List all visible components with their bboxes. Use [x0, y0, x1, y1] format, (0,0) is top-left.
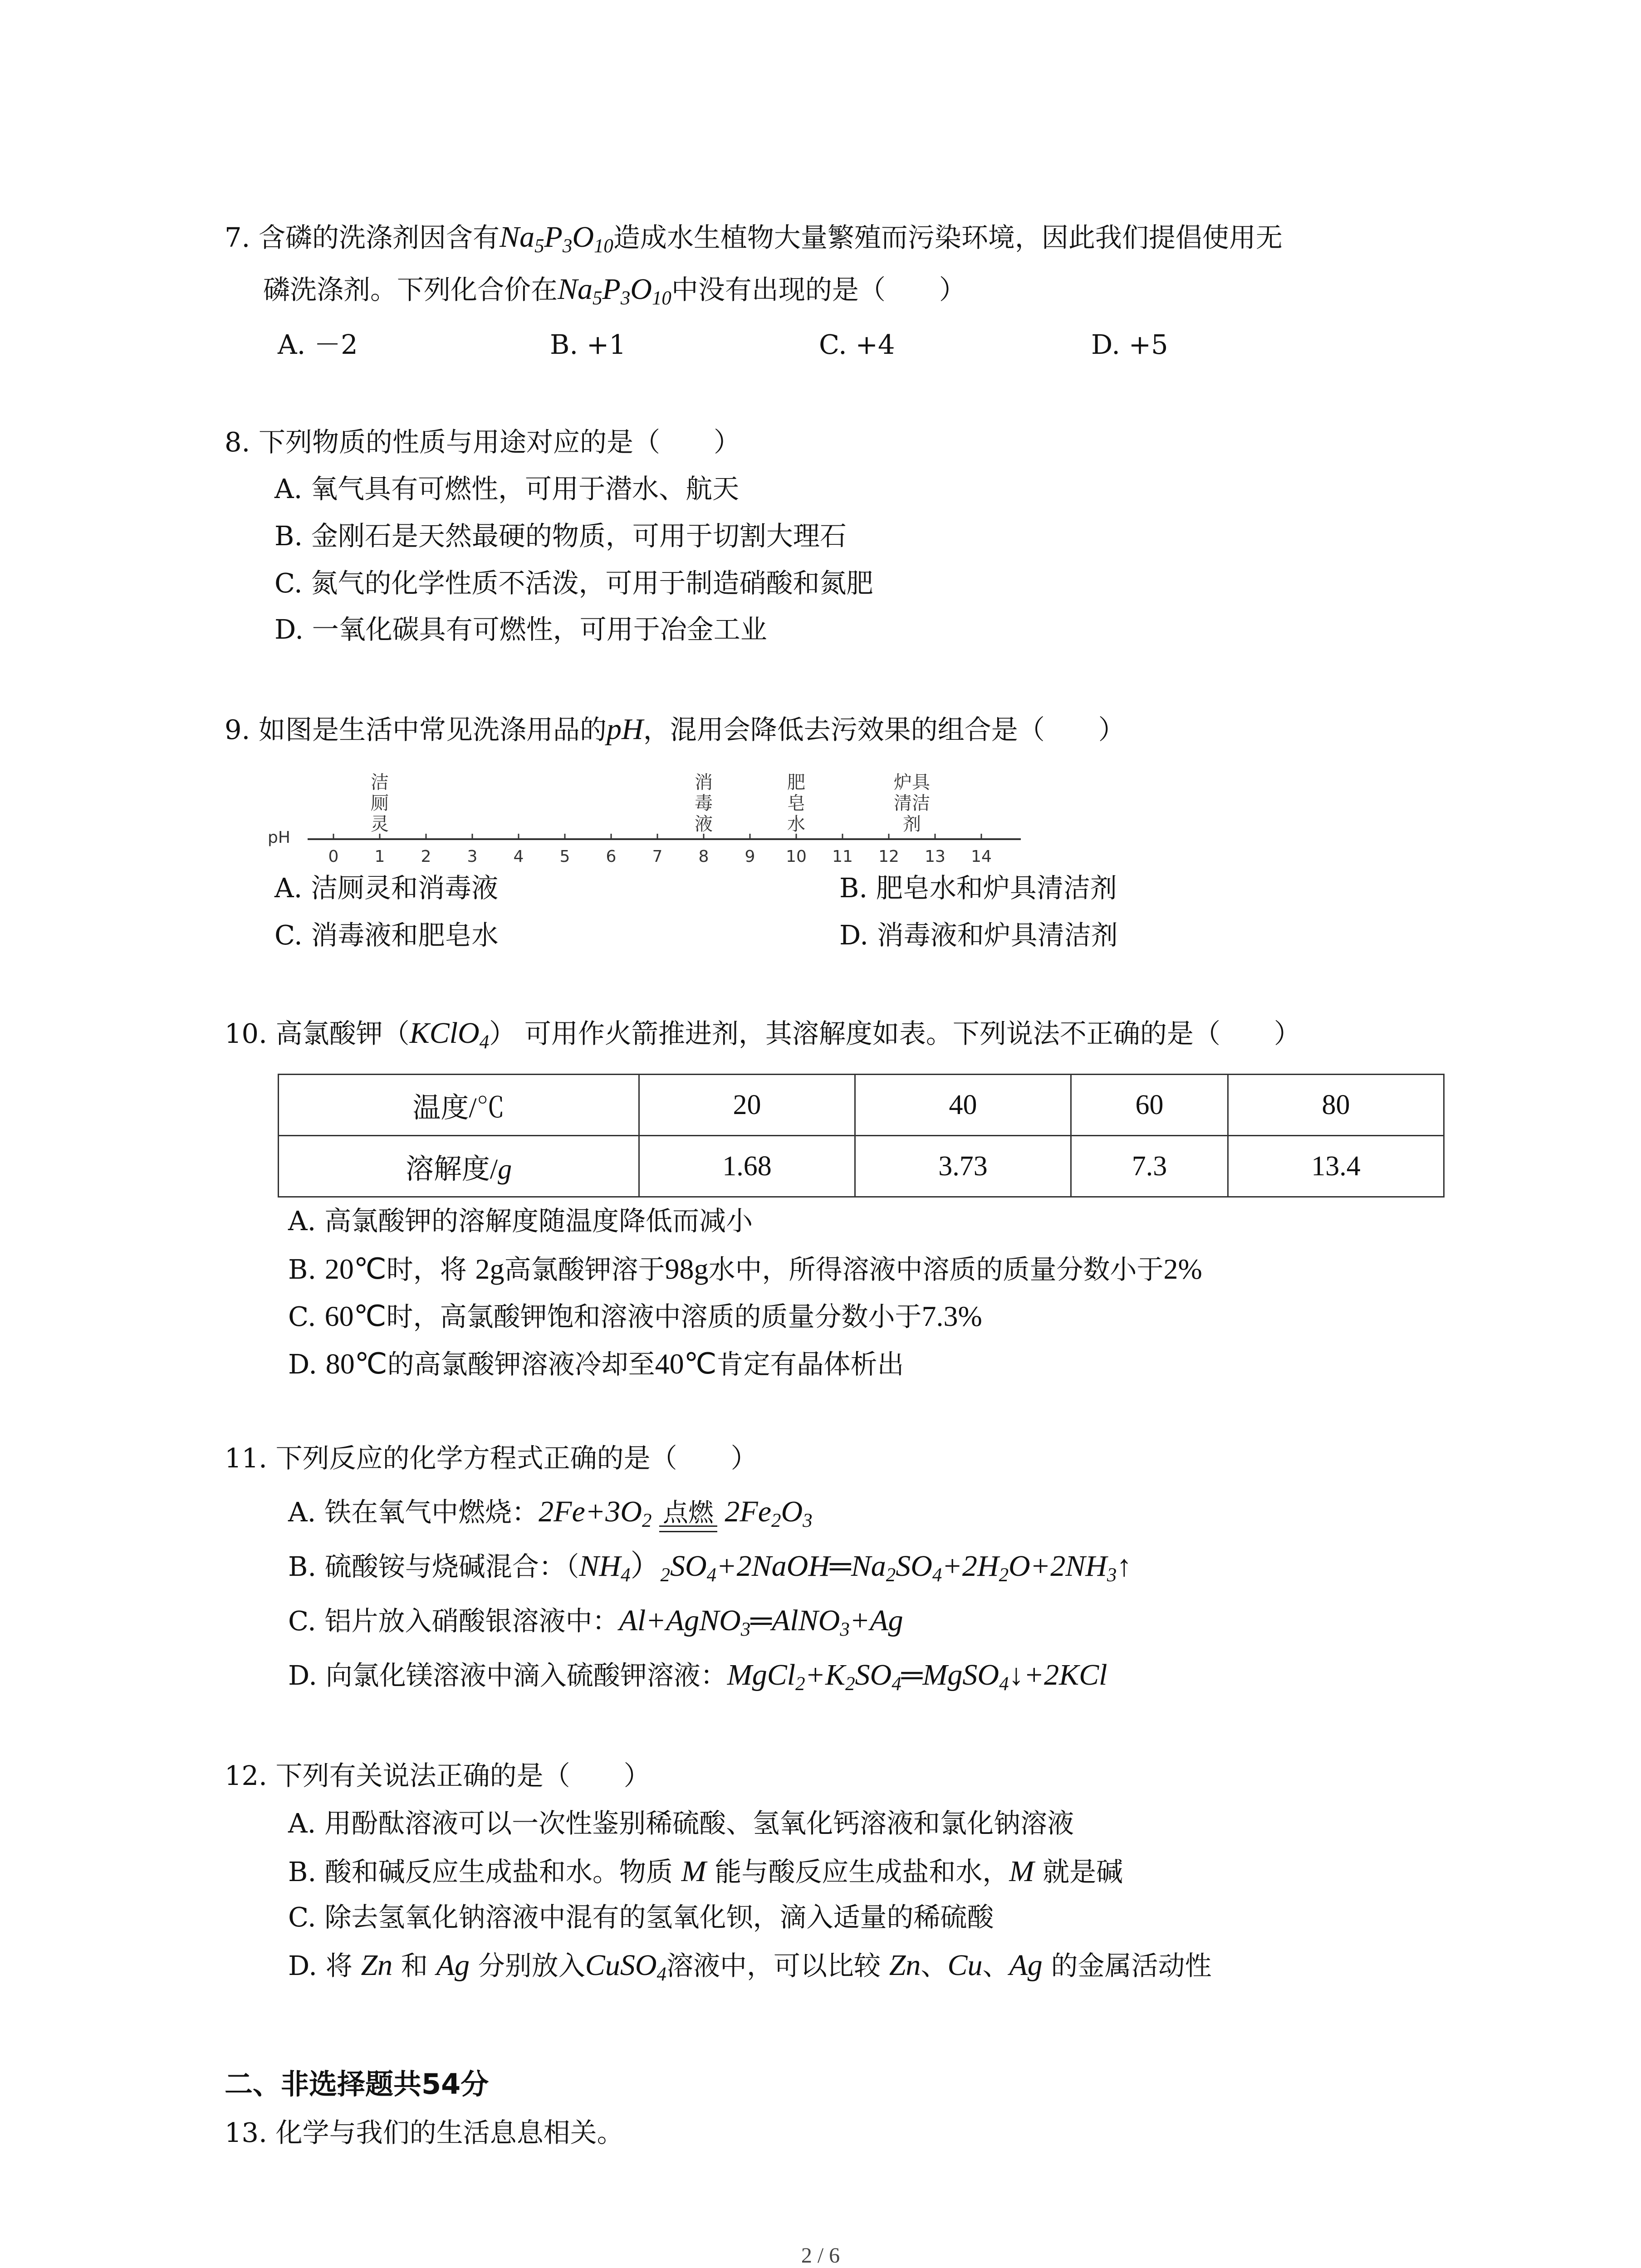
q10-option-a[interactable]: A. 高氯酸钾的溶解度随温度降低而减小 — [288, 1205, 753, 1237]
opt-num: 7.3% — [921, 1300, 982, 1332]
formula-kclo-text: KClO — [409, 1017, 480, 1050]
symbol-cu: Cu — [947, 1949, 983, 1982]
q11-option-b[interactable] — [288, 1549, 1132, 1586]
opt-text: 、 — [921, 1950, 948, 1981]
formula-kclo4: KClO$_4$ — [409, 1017, 490, 1053]
ph-tick-label: 7 — [652, 847, 663, 866]
q11-option-c[interactable] — [288, 1604, 903, 1640]
q7-option-c[interactable]: C. +4 — [819, 329, 895, 360]
table-cell: 温度/℃ — [279, 1075, 639, 1136]
q7-text: 7. 含磷的洗涤剂因含有 — [225, 222, 500, 253]
opt-text: C. — [288, 1301, 325, 1332]
q10-option-c[interactable] — [288, 1302, 982, 1331]
ph-tick-label: 2 — [421, 847, 431, 866]
unit-g: g — [498, 1154, 512, 1185]
opt-text: D. 向氯化镁溶液中滴入硫酸钾溶液： — [288, 1660, 727, 1691]
formula-cuso-text: CuSO — [585, 1949, 657, 1982]
opt-text: 溶液中，可以比较 — [666, 1950, 889, 1981]
q9-text: ，混用会降低去污效果的组合是（ ） — [643, 714, 1125, 745]
q12-option-c[interactable]: C. 除去氢氧化钠溶液中混有的氢氧化钡，滴入适量的稀硫酸 — [288, 1901, 994, 1933]
symbol-m: M — [1009, 1855, 1034, 1888]
q8-option-a[interactable]: A. 氧气具有可燃性，可用于潜水、航天 — [274, 473, 740, 504]
ph-tick-label: 0 — [328, 847, 339, 866]
opt-text: 高氯酸钾溶于 — [504, 1254, 665, 1285]
q8-option-d[interactable]: D. 一氧化碳具有可燃性，可用于冶金工业 — [274, 614, 767, 645]
ph-product-label: 炉具清洁剂 — [894, 772, 930, 835]
opt-text: 和 — [392, 1950, 436, 1981]
table-cell: 40 — [855, 1075, 1071, 1136]
question-8-stem: 8. 下列物质的性质与用途对应的是（ ） — [225, 426, 741, 458]
opt-text: 水中，所得溶液中溶质的质量分数小于 — [708, 1254, 1164, 1285]
ph-product-marker — [371, 772, 389, 835]
q9-option-a[interactable]: A. 洁厕灵和消毒液 — [274, 872, 499, 904]
q7-option-d[interactable]: D. +5 — [1091, 329, 1168, 360]
ph-product-marker — [695, 772, 713, 835]
ph-tick-label: 8 — [698, 847, 709, 866]
formula-cuso4: CuSO$_4$ — [585, 1949, 666, 1985]
solubility-table — [278, 1074, 1445, 1198]
symbol-ag: Ag — [1009, 1949, 1043, 1982]
question-11-stem: 11. 下列反应的化学方程式正确的是（ ） — [225, 1442, 758, 1474]
opt-text: 、 — [982, 1950, 1009, 1981]
ph-product-label: 洁厕灵 — [371, 772, 389, 835]
opt-text: A. 铁在氧气中燃烧： — [288, 1496, 539, 1528]
table-cell: 7.3 — [1071, 1136, 1228, 1197]
opt-num: 40℃ — [655, 1348, 717, 1380]
q11-option-d[interactable] — [288, 1658, 1107, 1695]
opt-num: 80℃ — [325, 1348, 387, 1380]
ph-tick-label: 11 — [832, 847, 853, 866]
opt-num: 98g — [665, 1253, 709, 1285]
q11-option-a[interactable] — [288, 1495, 813, 1531]
solubility-label: 溶解度/ — [405, 1154, 498, 1185]
opt-text: C. 铝片放入硝酸银溶液中： — [288, 1605, 619, 1637]
question-7-line-2 — [263, 273, 966, 309]
symbol-zn: Zn — [361, 1949, 393, 1982]
symbol-ag: Ag — [436, 1949, 470, 1982]
q7-text: 磷洗涤剂。下列化合价在 — [263, 274, 558, 305]
ph-tick-label: 10 — [786, 847, 807, 866]
table-cell: 13.4 — [1228, 1136, 1444, 1197]
question-7-line-1 — [225, 220, 1283, 257]
ph-product-label: 消毒液 — [695, 772, 713, 835]
q9-text: 9. 如图是生活中常见洗涤用品的 — [225, 714, 607, 745]
ph-tick-label: 3 — [467, 847, 478, 866]
ph-product-marker — [787, 772, 805, 835]
q12-option-b[interactable] — [288, 1857, 1123, 1887]
equation-d: $MgCl_2+K_2SO_4═MgSO_4↓+2KCl$ — [727, 1658, 1107, 1695]
opt-text: 时，高氯酸钾饱和溶液中溶质的质量分数小于 — [386, 1301, 922, 1332]
opt-text: B. 酸和碱反应生成盐和水。物质 — [288, 1856, 681, 1887]
q7-text: 造成水生植物大量繁殖而污染环境，因此我们提倡使用无 — [613, 222, 1283, 253]
q7-option-b[interactable]: B. +1 — [550, 329, 626, 360]
q12-option-d[interactable] — [288, 1949, 1212, 1985]
q9-option-d[interactable]: D. 消毒液和炉具清洁剂 — [839, 919, 1118, 951]
opt-text: 能与酸反应生成盐和水， — [706, 1856, 1009, 1887]
opt-num: 2g — [475, 1253, 505, 1285]
ph-tick-label: 13 — [925, 847, 945, 866]
table-row — [279, 1075, 1444, 1136]
formula-na5p3o10: $Na_5P_3O_{10}$ — [558, 273, 671, 309]
equation-b: $NH_4)_2SO_4+2NaOH═Na_2SO_4+2H_2O+2NH_3↑$ — [579, 1549, 1132, 1586]
formula-na5p3o10: $Na_5P_3O_{10}$ — [500, 220, 613, 257]
equation-c: Al+AgNO$_3$═AlNO$_3$+Ag — [619, 1604, 903, 1640]
q8-option-b[interactable]: B. 金刚石是天然最硬的物质，可用于切割大理石 — [274, 520, 847, 552]
section-heading: 二、非选择题共54分 — [225, 2068, 489, 2101]
table-cell: 20 — [639, 1075, 855, 1136]
opt-num: 2% — [1163, 1253, 1202, 1285]
q10-option-b[interactable] — [288, 1255, 1202, 1284]
symbol-m: M — [681, 1855, 706, 1888]
opt-num: 20℃ — [324, 1253, 387, 1285]
table-cell: 1.68 — [639, 1136, 855, 1197]
question-10-stem — [225, 1017, 1301, 1053]
opt-text: 时，将 — [386, 1254, 475, 1285]
symbol-zn: Zn — [889, 1949, 921, 1982]
ph-tick-label: 6 — [606, 847, 617, 866]
question-12-stem: 12. 下列有关说法正确的是（ ） — [225, 1760, 651, 1791]
ph-tick-label: 12 — [878, 847, 899, 866]
q7-option-a[interactable]: A. －2 — [278, 329, 358, 360]
ph-tick-label: 5 — [559, 847, 570, 866]
ph-product-label: 肥皂水 — [787, 772, 805, 835]
q10-text: ） 可用作火箭推进剂，其溶解度如表。下列说法不正确的是（ ） — [489, 1018, 1301, 1049]
equation-a: $2Fe+3O_2$ 点燃 $2Fe_2O_3$ — [539, 1495, 813, 1531]
ph-product-marker — [894, 772, 931, 835]
reaction-condition: 点燃 — [659, 1501, 717, 1526]
question-13-stem: 13. 化学与我们的生活息息相关。 — [225, 2117, 624, 2148]
q9-option-c[interactable]: C. 消毒液和肥皂水 — [274, 919, 499, 951]
table-row — [279, 1136, 1444, 1197]
table-cell — [279, 1136, 639, 1197]
table-cell: 60 — [1071, 1075, 1228, 1136]
q10-option-d[interactable] — [288, 1349, 904, 1378]
q7-text: 中没有出现的是（ ） — [671, 274, 966, 305]
opt-text: B. 硫酸铵与烧碱混合：（ — [288, 1551, 579, 1582]
opt-text: 分别放入 — [470, 1950, 585, 1981]
opt-text: D. — [288, 1349, 326, 1380]
opt-text: 的高氯酸钾溶液冷却至 — [387, 1349, 655, 1380]
opt-text: 肯定有晶体析出 — [716, 1349, 904, 1380]
table-cell: 3.73 — [855, 1136, 1071, 1197]
ph-symbol: pH — [607, 713, 643, 746]
q9-option-b[interactable]: B. 肥皂水和炉具清洁剂 — [839, 872, 1117, 904]
q10-text: 10. 高氯酸钾（ — [225, 1018, 410, 1049]
q8-option-c[interactable]: C. 氮气的化学性质不活泼，可用于制造硝酸和氮肥 — [274, 567, 873, 599]
page-number: 2 / 6 — [801, 2244, 840, 2268]
opt-num: 60℃ — [324, 1300, 387, 1332]
table-cell: 80 — [1228, 1075, 1444, 1136]
opt-text: 就是碱 — [1034, 1856, 1123, 1887]
ph-tick-label: 14 — [971, 847, 992, 866]
question-9-stem — [225, 714, 1125, 744]
opt-text: D. 将 — [288, 1950, 361, 1981]
ph-tick-label: 9 — [745, 847, 755, 866]
opt-text: B. — [288, 1254, 325, 1285]
ph-axis-label: pH — [268, 828, 290, 847]
opt-text: 的金属活动性 — [1042, 1950, 1212, 1981]
q12-option-a[interactable]: A. 用酚酞溶液可以一次性鉴别稀硫酸、氢氧化钙溶液和氯化钠溶液 — [288, 1808, 1074, 1839]
ph-tick-label: 4 — [513, 847, 524, 866]
ph-tick-label: 1 — [374, 847, 385, 866]
ph-scale-figure — [254, 753, 1053, 880]
